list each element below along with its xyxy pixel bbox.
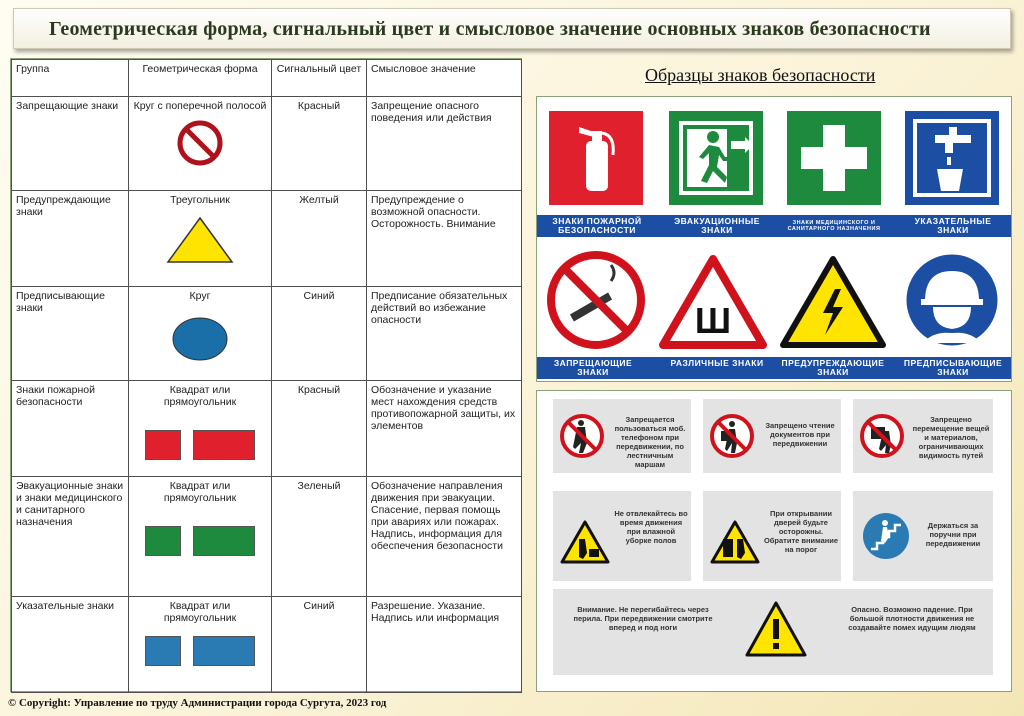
row-shape: Круг с поперечной полосой [133,100,267,112]
row-meaning: Обозначение направления движения при эвакуации. Спасение, первая помощь при авариях или пожарах. Надпись, информация для обеспечения безопасности [367,477,522,597]
sign-category-band-1 [537,215,1011,237]
office-signs-panel [536,390,1012,692]
band-label: ПРЕДУПРЕЖДАЮЩИЕ ЗНАКИ [781,358,885,377]
table-header-row [12,60,522,97]
band-label: УКАЗАТЕЛЬНЫЕ ЗНАКИ [914,216,992,235]
table-row [12,597,522,693]
row-color: Красный [272,97,367,191]
square-icon [145,636,181,666]
band-label: ЗНАКИ МЕДИЦИНСКОГО И САНИТАРНОГО НАЗНАЧЕНИЯ [787,220,881,232]
band-label: ЗНАКИ ПОЖАРНОЙ БЕЗОПАСНОСТИ [552,216,642,235]
row-meaning: Запрещение опасного поведения или действия [367,97,522,191]
card-text: Запрещено перемещение вещей и материалов, ограничивающих видимость путей [912,415,990,460]
title-bar [13,8,1011,49]
row-meaning: Обозначение и указание мест нахождения средств противопожарной защиты, их элементов [367,381,522,477]
warning-card [553,491,691,581]
square-icon [145,526,181,556]
sign-category-band-2 [537,357,1011,379]
table-row [12,97,522,191]
card-text: Не отвлекайтесь во время движения при влажной уборке полов [614,509,688,545]
row-shape: Квадрат или прямоугольник [163,600,237,624]
drinking-water-icon [905,111,999,205]
card-text: Запрещается пользоваться моб. телефоном при передвижении, по лестничным маршам [614,415,686,469]
emergency-exit-icon [669,111,763,205]
misc-sign-letter: Ш [694,300,732,341]
page-title: Геометрическая форма, сигнальный цвет и смысловое значение основных знаков безопасности [49,18,931,40]
row-group: Предупреждающие знаки [12,191,129,287]
wet-floor-warning-icon [559,519,611,565]
row-shape: Круг [189,290,211,302]
card-text: Запрещено чтение документов при передвижении [765,421,835,448]
row-shape: Квадрат или прямоугольник [163,384,237,408]
row-shape: Квадрат или прямоугольник [163,480,237,504]
hold-handrail-icon [861,511,911,561]
warning-card [703,491,841,581]
circle-icon [171,316,229,362]
general-warning-card [553,589,993,675]
card-text: Держаться за поручни при передвижении [925,521,981,548]
row-color: Синий [272,287,367,381]
prohibition-card [703,399,841,473]
studded-tires-icon [659,255,767,349]
row-meaning: Предупреждение о возможной опасности. Осторожность. Внимание [367,191,522,287]
header-group: Группа [12,60,129,97]
triangle-icon [164,214,236,266]
row-meaning: Предписание обязательных действий во избежание опасности [367,287,522,381]
high-voltage-icon [779,255,887,349]
no-carrying-boxes-icon [859,413,905,459]
table-row [12,477,522,597]
circle-slash-icon [172,120,228,166]
card-text: Внимание. Не перегибайтесь через перила. При передвижении смотрите вперед и под ноги [573,605,713,632]
signs-table-panel [10,58,522,692]
signs-table [11,59,522,693]
band-label: ЭВАКУАЦИОННЫЕ ЗНАКИ [674,216,760,235]
row-group: Предписывающие знаки [12,287,129,381]
no-smoking-icon [547,251,645,349]
samples-title: Образцы знаков безопасности [645,65,876,85]
row-group: Эвакуационные знаки и знаки медицинского и санитарного назначения [12,477,129,597]
first-aid-cross-icon [787,111,881,205]
no-phone-on-stairs-icon [559,413,605,459]
fire-extinguisher-icon [549,111,643,205]
exclamation-warning-icon [743,599,809,659]
card-text: При открывании дверей будьте осторожны. Обратите внимание на порог [763,509,839,554]
header-shape: Геометрическая форма [129,60,272,97]
rectangle-icon [193,526,255,556]
header-meaning: Смысловое значение [367,60,522,97]
row-color: Красный [272,381,367,477]
card-text: Опасно. Возможно падение. При большой плотности движения не создавайте помех идущим людям [848,605,976,632]
header-color: Сигнальный цвет [272,60,367,97]
prohibition-card [553,399,691,473]
rectangle-icon [193,636,255,666]
row-color: Синий [272,597,367,693]
table-row [12,287,522,381]
copyright-footer: © Copyright: Управление по труду Администрации города Сургута, 2023 год [8,697,387,709]
no-reading-walking-icon [709,413,755,459]
band-label: РАЗЛИЧНЫЕ ЗНАКИ [670,358,764,368]
door-threshold-warning-icon [709,519,761,565]
band-label: ПРЕДПИСЫВАЮЩИЕ ЗНАКИ [903,358,1003,377]
row-color: Желтый [272,191,367,287]
row-meaning: Разрешение. Указание. Надпись или информация [367,597,522,693]
band-label: ЗАПРЕЩАЮЩИЕ ЗНАКИ [553,358,633,377]
table-row [12,381,522,477]
mandatory-card [853,491,993,581]
row-group: Знаки пожарной безопасности [12,381,129,477]
row-color: Зеленый [272,477,367,597]
prohibition-card [853,399,993,473]
table-row [12,191,522,287]
row-shape: Треугольник [170,194,230,206]
row-group: Указательные знаки [12,597,129,693]
sample-signs-panel [536,96,1012,382]
row-group: Запрещающие знаки [12,97,129,191]
rectangle-icon [193,430,255,460]
hard-hat-icon [903,251,1001,349]
square-icon [145,430,181,460]
